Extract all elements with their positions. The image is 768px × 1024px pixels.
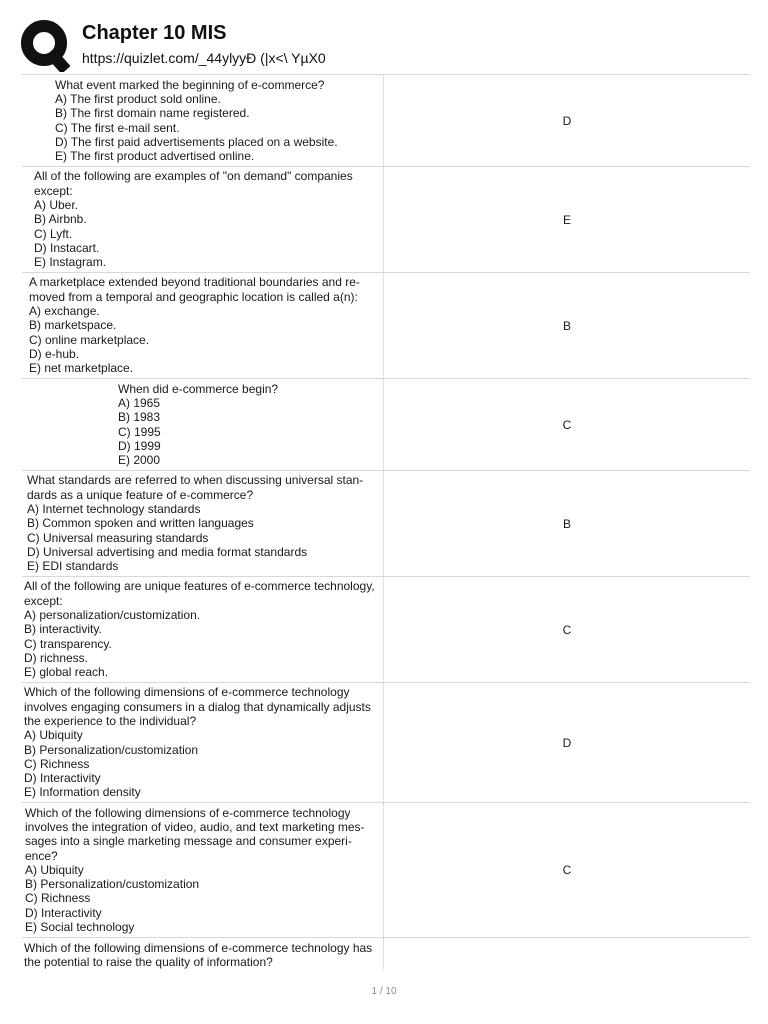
question-text: Which of the following dimensions of e-commerce technology involves engaging consumers in a dialog that dynamically adjusts the experience to the individual? A) Ubiquity B) Personalization/customization C) Richness D) Interactivity E) Information density	[24, 685, 371, 800]
question-text: What event marked the beginning of e-commerce? A) The first product sold online. B) The first domain name registered. C) The first e-mail sent. D) The first paid advertisements placed on a website. E) The first product advertised online.	[55, 77, 338, 164]
table-row	[22, 938, 750, 970]
answer-cell: C	[562, 863, 572, 877]
question-cell	[22, 803, 384, 937]
answer-cell: D	[562, 113, 572, 128]
table-row	[22, 379, 750, 471]
answer-cell: C	[562, 622, 572, 637]
table-row	[22, 471, 750, 577]
table-row	[22, 577, 750, 683]
question-text: Which of the following dimensions of e-commerce technology involves the integration of video, audio, and text marketing mes- sages into a single marketing message and consumer experi- ence? A) Ubiquity B) Personalization/customization C) Richness D) Interactivity E) Social technology	[25, 805, 365, 935]
quizlet-logo-icon	[20, 18, 70, 72]
question-text: What standards are referred to when discussing universal stan- dards as a unique feature of e-commerce? A) Internet technology standards B) Common spoken and written languages C) Universal measuring standards D) Universal advertising and media format standards E) EDI standards	[27, 473, 364, 574]
flashcard-table	[22, 74, 750, 970]
answer-cell: B	[562, 318, 571, 333]
question-cell	[22, 471, 384, 576]
answer-cell: B	[562, 516, 571, 531]
question-text: All of the following are unique features of e-commerce technology, except: A) personalization/customization. B) interactivity. C) transparency. D) richness. E) global reach.	[24, 579, 375, 680]
question-cell	[22, 273, 384, 378]
question-text: A marketplace extended beyond traditional boundaries and re- moved from a temporal and geographic location is called a(n): A) exchange. B) marketspace. C) online marketplace. D) e-hub. E) net marketplace.	[29, 275, 360, 376]
header	[0, 0, 768, 78]
answer-cell: D	[562, 735, 572, 750]
question-text: All of the following are examples of "on demand" companies except: A) Uber. B) Airbnb. C) Lyft. D) Instacart. E) Instagram.	[34, 169, 353, 270]
answer-cell: C	[562, 417, 572, 432]
answer-cell: E	[562, 212, 571, 227]
question-cell	[22, 683, 384, 802]
question-cell	[22, 379, 384, 470]
question-cell	[22, 577, 384, 682]
table-row	[22, 803, 750, 938]
question-text: Which of the following dimensions of e-commerce technology has the potential to raise the quality of information?	[24, 941, 373, 970]
question-cell	[22, 938, 384, 970]
table-row	[22, 683, 750, 803]
table-row	[22, 167, 750, 273]
page-number: 1 / 10	[371, 986, 397, 997]
question-cell	[22, 167, 384, 272]
table-row	[22, 273, 750, 379]
question-cell	[22, 75, 384, 166]
answer-cell	[384, 938, 750, 970]
table-row	[22, 75, 750, 167]
source-url[interactable]: https://quizlet.com/_44ylyyĐ (|x<\ YµX0	[82, 50, 326, 66]
page-title: Chapter 10 MIS	[82, 22, 227, 44]
question-text: When did e-commerce begin? A) 1965 B) 1983 C) 1995 D) 1999 E) 2000	[118, 381, 279, 468]
